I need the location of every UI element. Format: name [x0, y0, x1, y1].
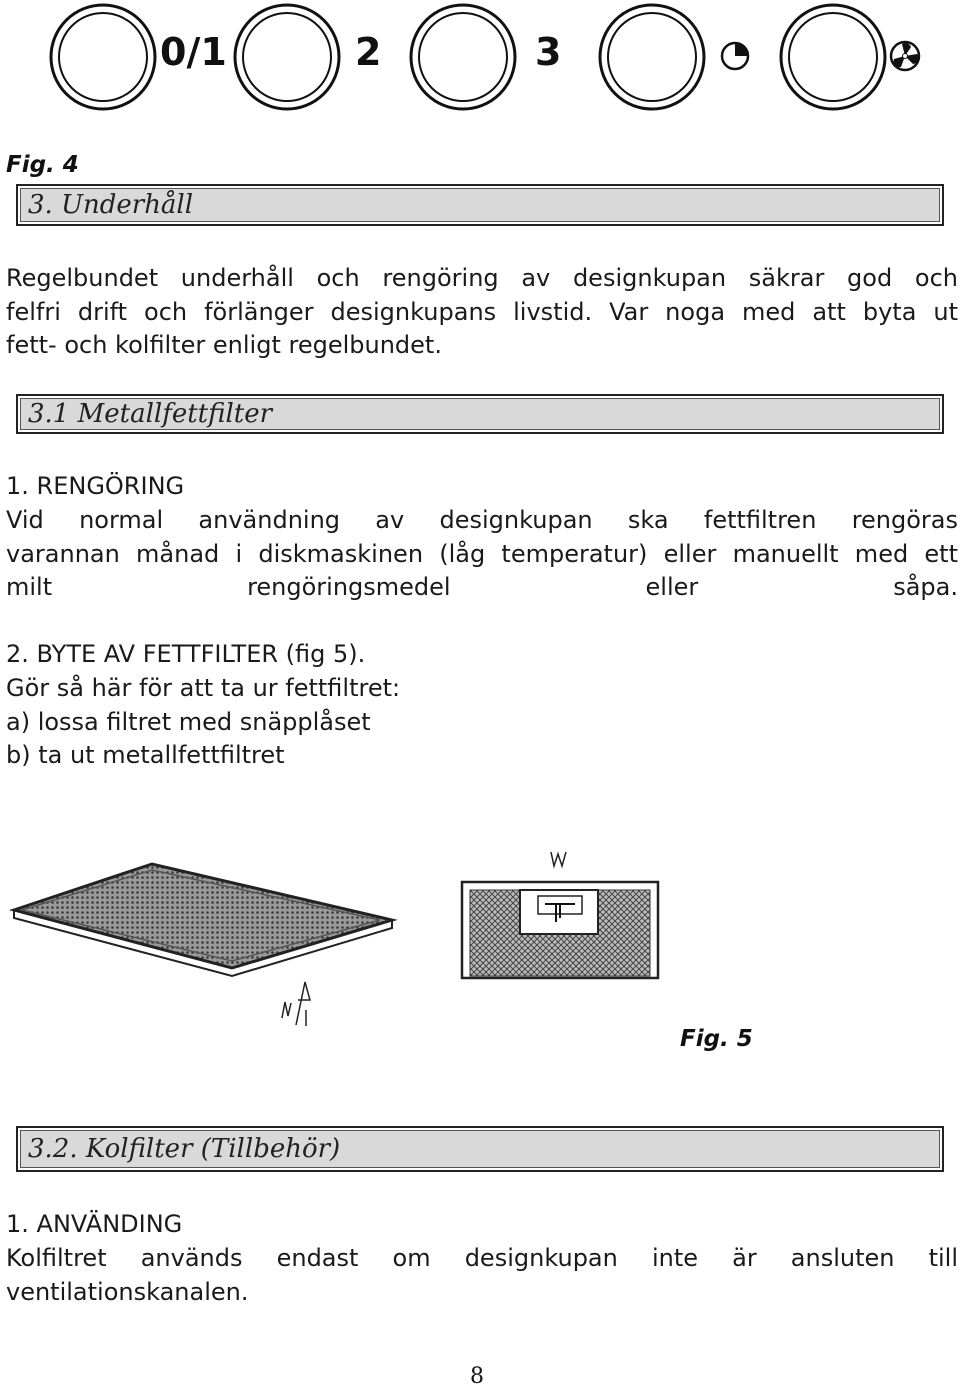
usage-heading: 1. ANVÄNDING [6, 1210, 183, 1238]
section-heading-text: 3.1 Metallfettfilter [28, 399, 273, 429]
figure-5-drawings [0, 840, 960, 1060]
knob-ring [600, 5, 704, 109]
handwritten-mark [551, 852, 566, 866]
paragraph-line: Kolfiltret används endast om designkupan inte är ansluten till [6, 1244, 958, 1272]
section-heading-text: 3. Underhåll [28, 190, 194, 220]
timer-quarter-icon [722, 43, 748, 69]
section-heading-kolfilter [16, 1126, 944, 1172]
paragraph-line: ventilationskanalen. [6, 1277, 249, 1306]
usage-paragraph [6, 1242, 958, 1309]
paragraph-line: milt rengöringsmedel eller såpa. [6, 573, 958, 601]
paragraph-line: varannan månad i diskmaskinen (låg temperatur) eller manuellt med ett [6, 539, 958, 568]
figure-4-caption: Fig. 4 [6, 152, 79, 178]
paragraph-line: Regelbundet underhåll och rengöring av designkupan säkrar god och [6, 264, 958, 292]
step-line: b) ta ut metallfettfiltret [6, 741, 285, 769]
cleaning-paragraph [6, 504, 958, 605]
figure-5-caption: Fig. 5 [680, 1026, 753, 1052]
metal-grease-filter-drawing [14, 864, 392, 976]
page-number: 8 [470, 1364, 484, 1389]
control-knobs-figure [0, 0, 960, 120]
knob-ring [235, 5, 339, 109]
cleaning-heading: 1. RENGÖRING [6, 472, 185, 500]
replace-filter-steps [6, 672, 958, 773]
maintenance-intro-paragraph [6, 262, 958, 363]
paragraph-line: Vid normal användning av designkupan ska fettfiltren rengöras [6, 506, 958, 534]
step-line: a) lossa filtret med snäpplåset [6, 707, 371, 736]
section-heading-text: 3.2. Kolfilter (Tillbehör) [28, 1134, 341, 1164]
section-heading-underhall [16, 184, 944, 226]
replace-filter-heading: 2. BYTE AV FETTFILTER (fig 5). [6, 640, 366, 668]
knobs-drawing [0, 0, 960, 120]
knob-label-2: 2 [355, 30, 382, 74]
step-line: Gör så här för att ta ur fettfiltret: [6, 674, 401, 702]
section-heading-metallfettfilter [16, 394, 944, 434]
knob-ring [51, 5, 155, 109]
fan-icon [891, 42, 919, 70]
knob-ring [411, 5, 515, 109]
knob-label-3: 3 [535, 30, 562, 74]
knob-label-0-1: 0/1 [160, 30, 227, 74]
paragraph-line: fett- och kolfilter enligt regelbundet. [6, 331, 442, 359]
paragraph-line: felfri drift och förlänger designkupans livstid. Var noga med att byta ut [6, 297, 958, 326]
filter-front-view-drawing [462, 882, 658, 978]
knob-ring [781, 5, 885, 109]
handwritten-mark [282, 982, 310, 1026]
